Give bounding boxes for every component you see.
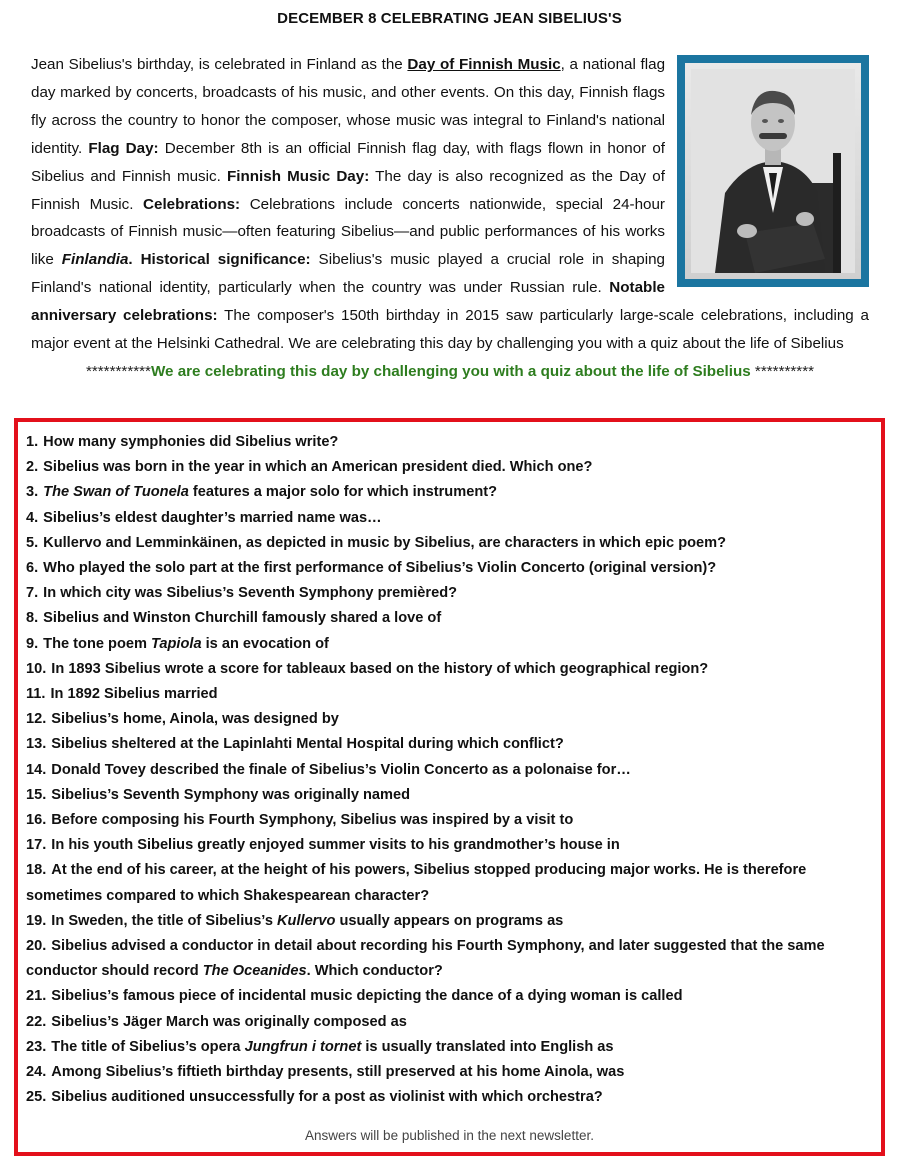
page-title: DECEMBER 8 CELEBRATING JEAN SIBELIUS'S: [277, 10, 622, 27]
question-work-title: Tapiola: [151, 635, 202, 652]
notable-label: Notable anniversary celebrations:: [31, 279, 665, 325]
intro-paragraph: [31, 51, 869, 386]
question-number: 19.: [26, 912, 47, 929]
finnish-music-day-label: Finnish Music Day:: [226, 167, 370, 185]
question-text: In 1893 Sibelius wrote a score for tableaux based on the history of which geographical region?: [51, 660, 709, 677]
finlandia-title: Finlandia: [61, 251, 129, 269]
quiz-box: [14, 418, 885, 1156]
banner-message: We are celebrating this day by challenging you with a quiz about the life of Sibelius: [150, 362, 751, 380]
question-text: Before composing his Fourth Symphony, Sibelius was inspired by a visit to: [51, 812, 574, 829]
quiz-question: [26, 833, 866, 858]
quiz-question-list: [26, 430, 866, 1110]
photo-frame: [677, 55, 869, 287]
question-text: In Sweden, the title of Sibelius’s: [51, 912, 277, 929]
quiz-question: [26, 682, 866, 707]
quiz-question: [26, 581, 866, 606]
banner-stars-right: **********: [750, 362, 815, 380]
quiz-question: [26, 909, 866, 934]
quiz-question: [26, 506, 866, 531]
question-work-title: The Oceanides: [202, 963, 307, 980]
celebrations-text: Celebrations include concerts nationwide, special 24-hour broadcasts of Finnish music—often featuring Sibelius—and public performances of his works like: [31, 195, 665, 269]
quiz-question: [26, 480, 866, 505]
day-of-finnish-music-link[interactable]: Day of Finnish Music: [407, 56, 561, 73]
quiz-question: [26, 707, 866, 732]
question-text: Sibelius’s home, Ainola, was designed by: [51, 711, 339, 728]
quiz-question: [26, 934, 866, 984]
quiz-question: [26, 984, 866, 1009]
question-text-end: is usually translated into English as: [361, 1038, 614, 1055]
question-text: Sibelius’s Seventh Symphony was originally named: [51, 786, 411, 803]
question-number: 23.: [26, 1038, 47, 1055]
quiz-question: [26, 455, 866, 480]
question-number: 10.: [26, 660, 47, 677]
quiz-question: [26, 606, 866, 631]
question-number: 11.: [26, 686, 46, 703]
quiz-question: [26, 1010, 866, 1035]
quiz-question: [26, 858, 866, 908]
quiz-banner: [31, 358, 869, 386]
quiz-question: [26, 1085, 866, 1110]
question-number: 1.: [26, 434, 39, 450]
banner-stars-left: ***********: [85, 362, 151, 380]
question-text: In which city was Sibelius’s Seventh Symphony premièred?: [43, 585, 458, 602]
quiz-question: [26, 732, 866, 757]
quiz-question: [26, 556, 866, 581]
question-number: 7.: [26, 585, 39, 602]
question-text: The tone poem: [43, 635, 152, 652]
question-number: 22.: [26, 1013, 47, 1030]
question-number: 25.: [26, 1089, 47, 1106]
question-text-end: features a major solo for which instrument?: [188, 484, 498, 501]
question-text: Donald Tovey described the finale of Sibelius’s Violin Concerto as a polonaise for…: [51, 761, 631, 778]
question-number: 20.: [26, 938, 47, 955]
question-number: 13.: [26, 736, 47, 753]
question-text-end: . Which conductor?: [306, 963, 443, 980]
quiz-question: [26, 430, 866, 455]
question-text: Sibelius was born in the year in which an American president died. Which one?: [43, 459, 593, 476]
quiz-question: [26, 531, 866, 556]
historical-text: Sibelius's music played a crucial role in shaping Finland's national identity, particularly when the country was under Russian rule.: [31, 251, 665, 297]
quiz-question: [26, 1035, 866, 1060]
flag-day-label: Flag Day:: [88, 139, 159, 157]
answers-footer: Answers will be published in the next newsletter.: [305, 1128, 594, 1143]
question-number: 8.: [26, 610, 39, 627]
question-text: In his youth Sibelius greatly enjoyed summer visits to his grandmother’s house in: [51, 837, 620, 854]
quiz-question: [26, 758, 866, 783]
question-text: Kullervo and Lemminkäinen, as depicted in music by Sibelius, are characters in which epic poem?: [43, 534, 727, 551]
historical-label: Historical significance:: [140, 251, 311, 269]
question-number: 18.: [26, 862, 47, 879]
question-text: Who played the solo part at the first performance of Sibelius’s Violin Concerto (original version)?: [43, 560, 717, 577]
quiz-question: [26, 808, 866, 833]
question-number: 16.: [26, 812, 47, 829]
question-text: Sibelius’s famous piece of incidental music depicting the dance of a dying woman is called: [51, 988, 683, 1005]
question-text: Sibelius and Winston Churchill famously shared a love of: [43, 610, 442, 627]
question-number: 9.: [26, 635, 39, 652]
question-text: How many symphonies did Sibelius write?: [43, 434, 339, 450]
question-text-end: is an evocation of: [201, 635, 329, 652]
question-text: Sibelius’s eldest daughter’s married name was…: [43, 509, 382, 526]
quiz-question: [26, 1060, 866, 1085]
question-number: 2.: [26, 459, 39, 476]
question-text: Among Sibelius’s fiftieth birthday presents, still preserved at his home Ainola, was: [51, 1064, 625, 1081]
finlandia-dot: .: [128, 251, 141, 269]
question-text: The title of Sibelius’s opera: [51, 1038, 245, 1055]
question-text: Sibelius auditioned unsuccessfully for a post as violinist with which orchestra?: [51, 1089, 603, 1106]
question-number: 21.: [26, 988, 47, 1005]
finnish-music-day-text: The day is also recognized as the Day of Finnish Music.: [31, 167, 665, 213]
celebrations-label: Celebrations:: [143, 195, 241, 213]
question-number: 4.: [26, 509, 39, 526]
question-work-title: Jungfrun i tornet: [244, 1038, 362, 1055]
question-number: 12.: [26, 711, 47, 728]
question-text-end: usually appears on programs as: [335, 912, 564, 929]
question-number: 6.: [26, 560, 39, 577]
question-text: Sibelius’s Jäger March was originally composed as: [51, 1013, 407, 1030]
portrait-photo: [685, 63, 861, 279]
intro-text-1: Jean Sibelius's birthday, is celebrated in Finland as the: [31, 56, 408, 73]
quiz-question: [26, 657, 866, 682]
question-number: 15.: [26, 786, 47, 803]
question-number: 24.: [26, 1064, 47, 1081]
question-work-title: Kullervo: [277, 912, 336, 929]
question-number: 5.: [26, 534, 39, 551]
quiz-question: [26, 783, 866, 808]
quiz-question: [26, 632, 866, 657]
question-text: At the end of his career, at the height of his powers, Sibelius stopped producing major works. He is therefore sometimes compared to which Shakespearean character?: [26, 862, 807, 904]
question-number: 14.: [26, 761, 47, 778]
question-number: 3.: [26, 484, 39, 501]
question-text: Sibelius advised a conductor in detail about recording his Fourth Symphony, and later suggested that the same conductor should record: [26, 938, 825, 980]
question-number: 17.: [26, 837, 47, 854]
intro-text-2: , a national flag day marked by concerts, broadcasts of his music, and other events. On this day, Finnish flags fly across the country to honor the composer, whose music was integral to Finland's national identity.: [31, 56, 666, 157]
notable-text: The composer's 150th birthday in 2015 saw particularly large-scale celebrations, including a major event at the Helsinki Cathedral. We are celebrating this day by challenging you with a quiz about the life of Sibelius: [31, 307, 869, 353]
question-text: In 1892 Sibelius married: [50, 686, 218, 703]
flag-day-text: December 8th is an official Finnish flag day, with flags flown in honor of Sibelius and Finnish music.: [31, 139, 666, 185]
question-work-title: The Swan of Tuonela: [43, 484, 189, 501]
question-text: Sibelius sheltered at the Lapinlahti Mental Hospital during which conflict?: [51, 736, 564, 753]
